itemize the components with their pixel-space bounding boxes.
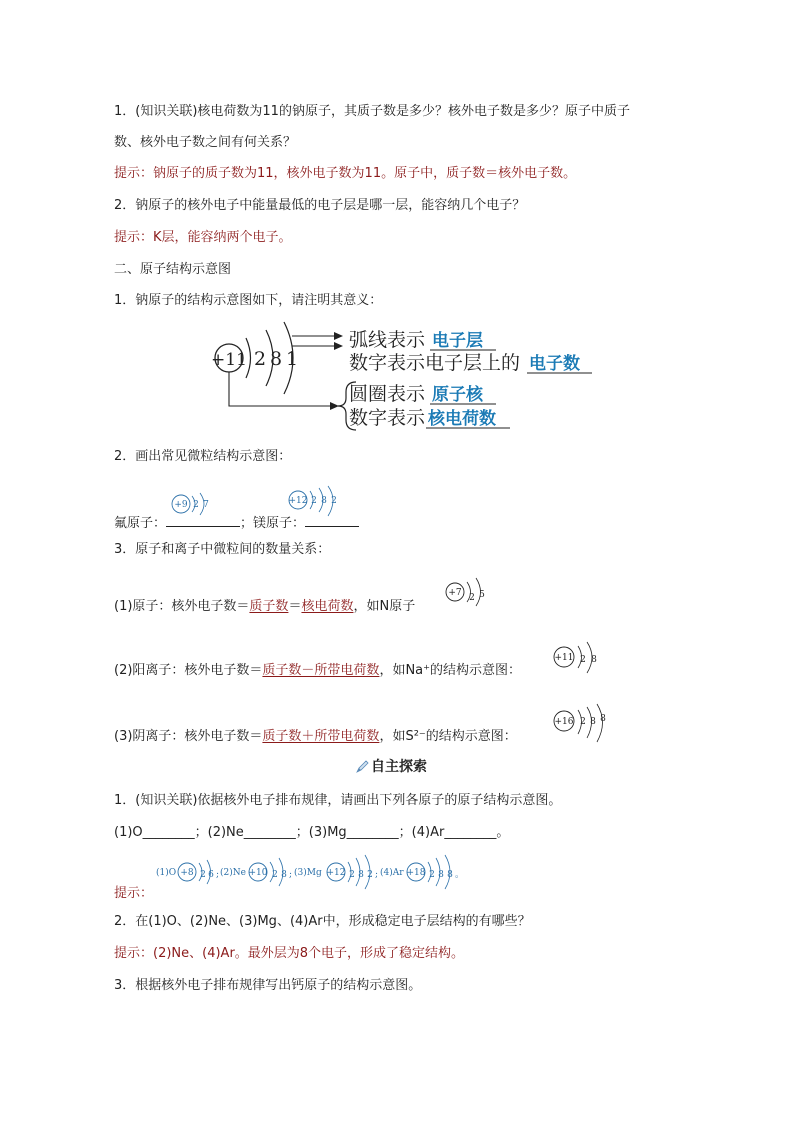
anion-answer: 质子数＋所带电荷数 bbox=[262, 729, 380, 744]
svg-text:5: 5 bbox=[479, 590, 485, 600]
answer-diagrams bbox=[156, 854, 476, 890]
hint-2: 提示：K层，能容纳两个电子。 bbox=[114, 230, 292, 245]
svg-text:+11: +11 bbox=[554, 653, 574, 663]
argon-answer bbox=[380, 855, 464, 889]
svg-text:8: 8 bbox=[281, 870, 287, 880]
label-digits-nucleus-answer: 核电荷数 bbox=[428, 409, 496, 429]
svg-text:。: 。 bbox=[455, 870, 465, 880]
label-circle-answer: 原子核 bbox=[432, 385, 483, 405]
fluorine-label: 氟原子： bbox=[114, 516, 167, 531]
svg-text:8: 8 bbox=[447, 870, 453, 880]
section-question-2: 2．画出常见微粒结构示意图： bbox=[114, 449, 292, 464]
svg-text:8: 8 bbox=[358, 870, 364, 880]
svg-text:2: 2 bbox=[193, 500, 199, 510]
sulfide-ion-diagram bbox=[552, 704, 618, 744]
svg-text:8: 8 bbox=[600, 714, 606, 724]
section-question-1: 1．钠原子的结构示意图如下，请注明其意义： bbox=[114, 293, 383, 308]
question-1-line-1: 1．(知识关联)核电荷数为11的钠原子，其质子数是多少？核外电子数是多少？原子中质子 bbox=[114, 104, 630, 119]
svg-text:+8: +8 bbox=[180, 868, 194, 878]
magnesium-answer bbox=[294, 855, 378, 889]
section-question-3: 3．原子和离子中微粒间的数量关系： bbox=[114, 542, 331, 557]
na-shell-2: 8 bbox=[269, 348, 283, 370]
svg-text:2: 2 bbox=[311, 496, 317, 506]
fluorine-diagram bbox=[168, 490, 218, 520]
hint-4: 提示：(2)Ne、(4)Ar。最外层为8个电子，形成了稳定结构。 bbox=[114, 946, 465, 961]
label-circle: 圆圈表示 bbox=[349, 383, 426, 405]
svg-text:2: 2 bbox=[469, 593, 475, 603]
na-nucleus: +11 bbox=[211, 350, 247, 370]
svg-text:;: ; bbox=[289, 870, 293, 880]
anion-relation: (3)阴离子：核外电子数＝质子数＋所带电荷数，如S²⁻的结构示意图： bbox=[114, 729, 517, 744]
section-title: 二、原子结构示意图 bbox=[114, 262, 232, 277]
explore-question-2: 2．在(1)O、(2)Ne、(3)Mg、(4)Ar中，形成稳定电子层结构的有哪些？ bbox=[114, 914, 531, 929]
svg-text:2: 2 bbox=[367, 870, 373, 880]
atom-answer-2: 核电荷数 bbox=[301, 599, 354, 614]
svg-text:+18: +18 bbox=[406, 868, 426, 878]
svg-text:2: 2 bbox=[349, 870, 355, 880]
svg-text:8: 8 bbox=[321, 496, 327, 506]
explore-question-3: 3．根据核外电子排布规律写出钙原子的结构示意图。 bbox=[114, 978, 422, 993]
svg-text:+7: +7 bbox=[448, 588, 462, 598]
svg-text:(4)Ar: (4)Ar bbox=[380, 868, 404, 878]
na-shell-1: 2 bbox=[253, 348, 267, 370]
svg-text:8: 8 bbox=[590, 717, 596, 727]
nitrogen-diagram bbox=[443, 576, 493, 610]
explore-title: 自主探索 bbox=[371, 759, 427, 775]
svg-text:6: 6 bbox=[208, 870, 214, 880]
hint-3: 提示： bbox=[114, 886, 154, 901]
na-shell-3: 1 bbox=[285, 348, 299, 370]
svg-text:+10: +10 bbox=[248, 868, 268, 878]
label-digits-shell-answer: 电子数 bbox=[529, 354, 580, 374]
label-arc-answer: 电子层 bbox=[432, 331, 483, 351]
svg-text:;: ; bbox=[216, 870, 220, 880]
svg-text:7: 7 bbox=[203, 500, 209, 510]
svg-text:2: 2 bbox=[580, 655, 586, 665]
magnesium-diagram bbox=[286, 486, 348, 520]
label-arc: 弧线表示 bbox=[349, 329, 426, 351]
svg-text:2: 2 bbox=[272, 870, 278, 880]
sodium-structure-diagram bbox=[208, 316, 608, 436]
svg-text:2: 2 bbox=[331, 496, 337, 506]
svg-text:(1)O: (1)O bbox=[156, 868, 177, 878]
svg-text:2: 2 bbox=[580, 717, 586, 727]
svg-text:8: 8 bbox=[591, 655, 597, 665]
magnesium-label: ；镁原子： bbox=[240, 516, 306, 531]
svg-text:;: ; bbox=[375, 870, 379, 880]
pen-icon bbox=[355, 760, 369, 774]
svg-text:+9: +9 bbox=[174, 500, 188, 510]
svg-text:(2)Ne: (2)Ne bbox=[220, 868, 246, 878]
explore-question-1: 1．(知识关联)依据核外电子排布规律，请画出下列各原子的原子结构示意图。 bbox=[114, 793, 562, 808]
cation-relation: (2)阳离子：核外电子数＝质子数－所带电荷数，如Na⁺的结构示意图： bbox=[114, 663, 521, 678]
question-2: 2．钠原子的核外电子中能量最低的电子层是哪一层，能容纳几个电子？ bbox=[114, 198, 526, 213]
cation-answer: 质子数－所带电荷数 bbox=[262, 663, 380, 678]
atom-relation: (1)原子：核外电子数＝质子数＝核电荷数，如N原子 bbox=[114, 599, 416, 614]
svg-text:2: 2 bbox=[200, 870, 206, 880]
explore-question-1-blanks: (1)O________；(2)Ne________；(3)Mg________；(4)Ar________。 bbox=[114, 825, 510, 840]
label-digits-shell: 数字表示电子层上的 bbox=[349, 352, 521, 374]
atom-answer-1: 质子数 bbox=[249, 599, 289, 614]
hint-1: 提示：钠原子的质子数为11，核外电子数为11。原子中，质子数＝核外电子数。 bbox=[114, 166, 577, 181]
neon-answer bbox=[220, 858, 292, 886]
label-digits-nucleus: 数字表示 bbox=[349, 407, 426, 429]
oxygen-answer bbox=[156, 860, 219, 884]
svg-text:8: 8 bbox=[438, 870, 444, 880]
svg-text:(3)Mg: (3)Mg bbox=[294, 868, 322, 878]
svg-text:+12: +12 bbox=[326, 868, 346, 878]
sodium-ion-diagram bbox=[552, 640, 608, 676]
svg-text:+16: +16 bbox=[554, 717, 574, 727]
svg-text:2: 2 bbox=[429, 870, 435, 880]
question-1-line-2: 数、核外电子数之间有何关系？ bbox=[114, 135, 297, 150]
svg-text:+12: +12 bbox=[288, 496, 308, 506]
